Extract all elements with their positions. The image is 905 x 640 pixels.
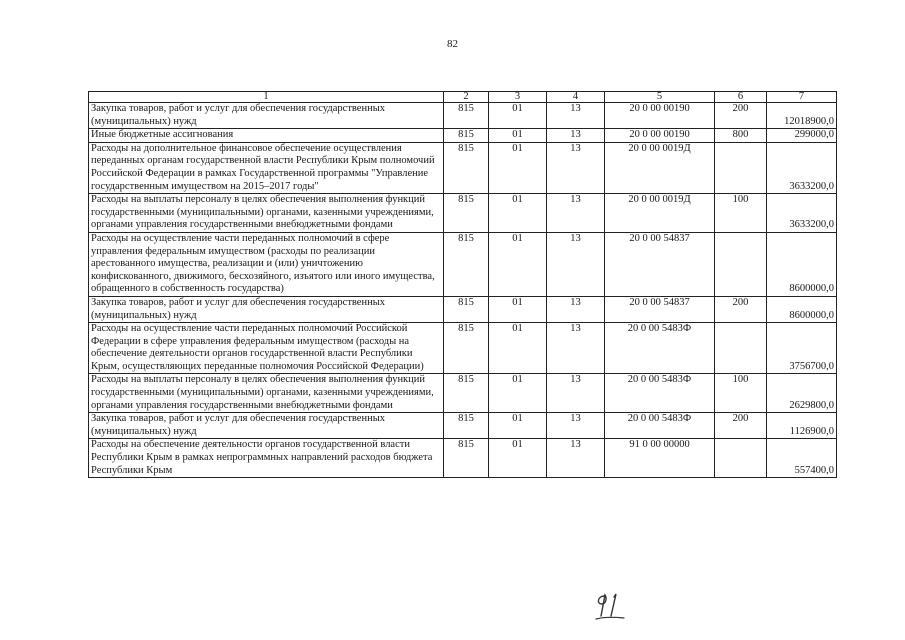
table-row bbox=[89, 232, 837, 296]
table-row bbox=[89, 129, 837, 143]
row-subsection-cell: 13 bbox=[547, 296, 605, 322]
row-target-cell: 20 0 00 5483Ф bbox=[605, 323, 715, 374]
row-type-cell: 200 bbox=[715, 103, 767, 129]
handwritten-page-number bbox=[590, 586, 630, 626]
col-header-5: 5 bbox=[605, 92, 715, 103]
row-target-cell: 20 0 00 54837 bbox=[605, 232, 715, 296]
row-subsection-cell: 13 bbox=[547, 103, 605, 129]
row-type-cell: 200 bbox=[715, 296, 767, 322]
col-header-3: 3 bbox=[489, 92, 547, 103]
row-section-cell: 01 bbox=[489, 413, 547, 439]
row-name-cell: Расходы на выплаты персоналу в целях обеспечения выполнения функций государственными (муниципальными) органами, казенными учреждениями, органами управления государственными внебюджетными фондами bbox=[89, 194, 444, 233]
row-ved-cell: 815 bbox=[444, 413, 489, 439]
row-subsection-cell: 13 bbox=[547, 232, 605, 296]
row-subsection-cell: 13 bbox=[547, 194, 605, 233]
row-ved-cell: 815 bbox=[444, 142, 489, 193]
row-subsection-cell: 13 bbox=[547, 374, 605, 413]
row-section-cell: 01 bbox=[489, 323, 547, 374]
row-name-cell: Закупка товаров, работ и услуг для обеспечения государственных (муниципальных) нужд bbox=[89, 103, 444, 129]
row-target-cell: 20 0 00 5483Ф bbox=[605, 374, 715, 413]
row-section-cell: 01 bbox=[489, 142, 547, 193]
row-target-cell: 20 0 00 0019Д bbox=[605, 194, 715, 233]
row-name-cell: Расходы на осуществление части переданных полномочий Российской Федерации в сфере управления федеральным имуществом (расходы на обеспечение деятельности органов государственной власти Республики Крым, осуществляющих переданные полномочия Российской Федерации) bbox=[89, 323, 444, 374]
col-header-4: 4 bbox=[547, 92, 605, 103]
col-header-1: 1 bbox=[89, 92, 444, 103]
row-type-cell bbox=[715, 232, 767, 296]
row-target-cell: 20 0 00 0019Д bbox=[605, 142, 715, 193]
row-target-cell: 20 0 00 00190 bbox=[605, 129, 715, 143]
row-subsection-cell: 13 bbox=[547, 323, 605, 374]
row-ved-cell: 815 bbox=[444, 129, 489, 143]
row-ved-cell: 815 bbox=[444, 323, 489, 374]
row-name-cell: Расходы на выплаты персоналу в целях обеспечения выполнения функций государственными (муниципальными) органами, казенными учреждениями, органами управления государственными внебюджетными фондами bbox=[89, 374, 444, 413]
row-sum-cell: 8600000,0 bbox=[767, 232, 837, 296]
row-target-cell: 91 0 00 00000 bbox=[605, 439, 715, 478]
row-subsection-cell: 13 bbox=[547, 129, 605, 143]
row-subsection-cell: 13 bbox=[547, 142, 605, 193]
table-row bbox=[89, 413, 837, 439]
table-header-row bbox=[89, 92, 837, 103]
row-subsection-cell: 13 bbox=[547, 439, 605, 478]
row-section-cell: 01 bbox=[489, 129, 547, 143]
col-header-7: 7 bbox=[767, 92, 837, 103]
row-type-cell: 200 bbox=[715, 413, 767, 439]
row-type-cell: 100 bbox=[715, 194, 767, 233]
row-name-cell: Расходы на дополнительное финансовое обеспечение осуществления переданных органам государственной власти Республики Крым полномочий Российской Федерации в рамках Государственной программы "Управление государственным имуществом на 2015–2017 годы" bbox=[89, 142, 444, 193]
row-name-cell: Закупка товаров, работ и услуг для обеспечения государственных (муниципальных) нужд bbox=[89, 413, 444, 439]
row-sum-cell: 3633200,0 bbox=[767, 142, 837, 193]
table-row bbox=[89, 323, 837, 374]
table-row bbox=[89, 103, 837, 129]
row-target-cell: 20 0 00 54837 bbox=[605, 296, 715, 322]
row-name-cell: Расходы на осуществление части переданных полномочий в сфере управления федеральным имуществом (расходы по реализации арестованного имущества, реализации и (или) уничтожению конфискованного, движимого, бесхозяйного, изъятого или иного имущества, обращенного в собственность государства) bbox=[89, 232, 444, 296]
row-section-cell: 01 bbox=[489, 232, 547, 296]
row-ved-cell: 815 bbox=[444, 103, 489, 129]
row-ved-cell: 815 bbox=[444, 374, 489, 413]
row-target-cell: 20 0 00 00190 bbox=[605, 103, 715, 129]
row-sum-cell: 299000,0 bbox=[767, 129, 837, 143]
row-name-cell: Закупка товаров, работ и услуг для обеспечения государственных (муниципальных) нужд bbox=[89, 296, 444, 322]
row-sum-cell: 12018900,0 bbox=[767, 103, 837, 129]
row-target-cell: 20 0 00 5483Ф bbox=[605, 413, 715, 439]
row-section-cell: 01 bbox=[489, 374, 547, 413]
row-sum-cell: 1126900,0 bbox=[767, 413, 837, 439]
budget-table bbox=[88, 91, 837, 478]
row-ved-cell: 815 bbox=[444, 232, 489, 296]
table-row bbox=[89, 374, 837, 413]
row-name-cell: Иные бюджетные ассигнования bbox=[89, 129, 444, 143]
row-type-cell bbox=[715, 439, 767, 478]
row-sum-cell: 2629800,0 bbox=[767, 374, 837, 413]
row-sum-cell: 557400,0 bbox=[767, 439, 837, 478]
row-ved-cell: 815 bbox=[444, 296, 489, 322]
row-subsection-cell: 13 bbox=[547, 413, 605, 439]
col-header-6: 6 bbox=[715, 92, 767, 103]
row-ved-cell: 815 bbox=[444, 194, 489, 233]
row-section-cell: 01 bbox=[489, 439, 547, 478]
row-type-cell bbox=[715, 142, 767, 193]
row-type-cell bbox=[715, 323, 767, 374]
row-sum-cell: 8600000,0 bbox=[767, 296, 837, 322]
table-row bbox=[89, 296, 837, 322]
row-ved-cell: 815 bbox=[444, 439, 489, 478]
row-name-cell: Расходы на обеспечение деятельности органов государственной власти Республики Крым в рамках непрограммных направлений расходов бюджета Республики Крым bbox=[89, 439, 444, 478]
row-section-cell: 01 bbox=[489, 296, 547, 322]
row-section-cell: 01 bbox=[489, 194, 547, 233]
row-section-cell: 01 bbox=[489, 103, 547, 129]
col-header-2: 2 bbox=[444, 92, 489, 103]
row-sum-cell: 3756700,0 bbox=[767, 323, 837, 374]
table-row bbox=[89, 142, 837, 193]
row-sum-cell: 3633200,0 bbox=[767, 194, 837, 233]
page-number: 82 bbox=[447, 38, 458, 50]
row-type-cell: 100 bbox=[715, 374, 767, 413]
table-row bbox=[89, 439, 837, 478]
table-row bbox=[89, 194, 837, 233]
row-type-cell: 800 bbox=[715, 129, 767, 143]
